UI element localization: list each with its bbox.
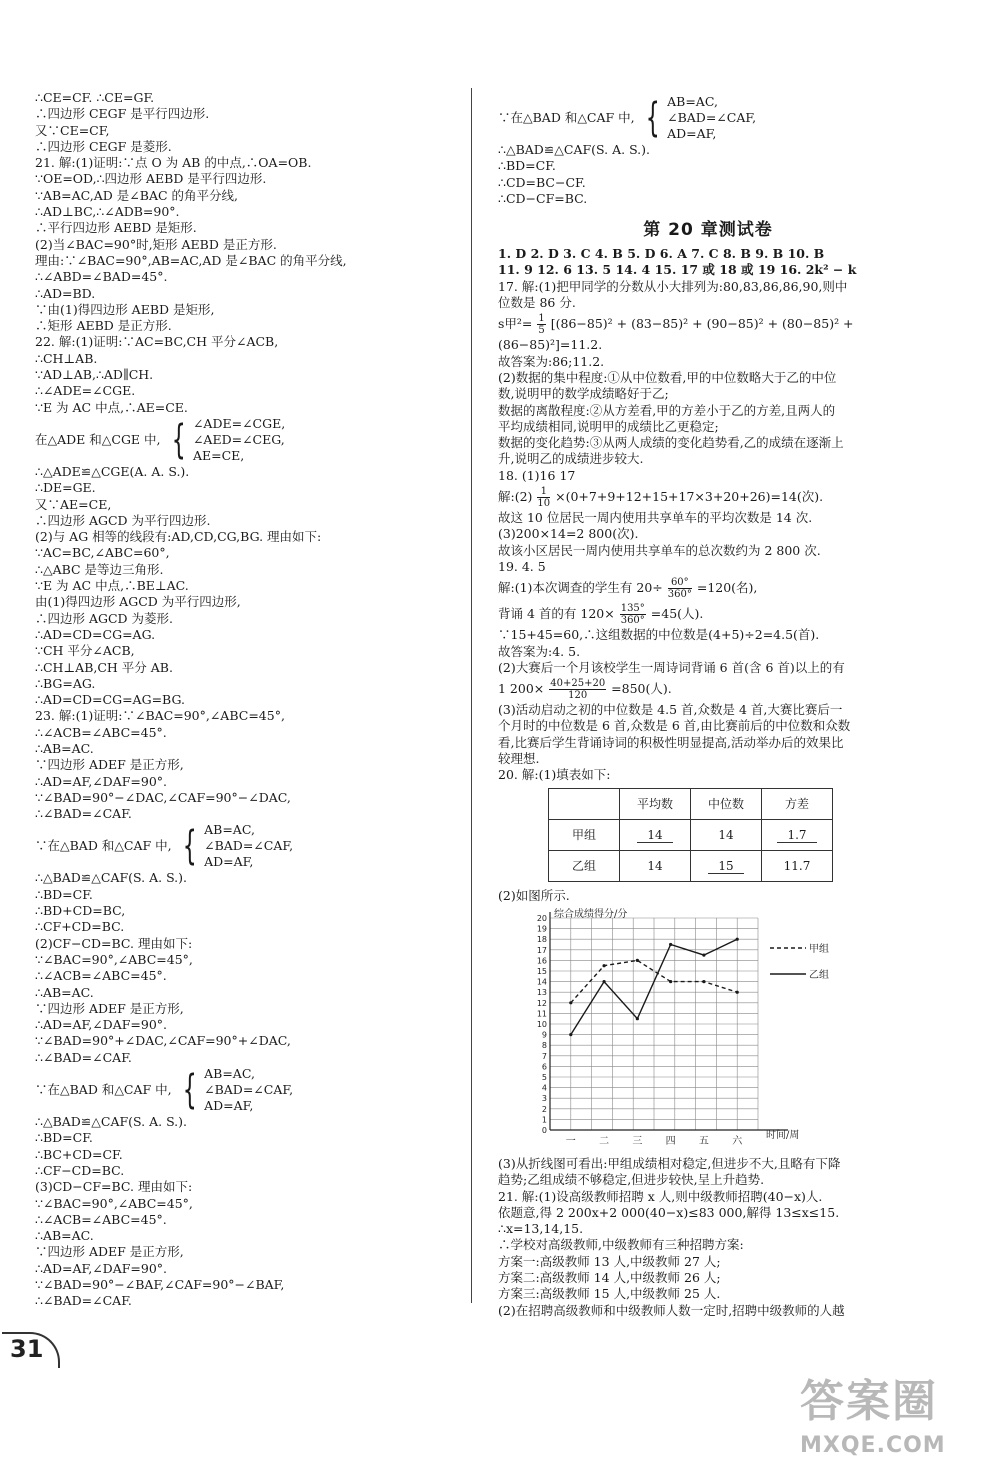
answers-row-2: 11. 9 12. 6 13. 5 14. 4 15. 17 或 18 或 19 16. 2k² − k <box>498 262 857 278</box>
brace-block <box>35 822 463 870</box>
data-point <box>702 980 705 983</box>
table-cell: 14 <box>691 819 762 850</box>
text-line: ∴△ADE≌△CGE(A. A. S.). <box>35 463 190 479</box>
legend-label: 甲组 <box>809 943 829 955</box>
text-line: 趋势;乙组成绩不够稳定,但进步较快,呈上升趋势. <box>498 1172 765 1188</box>
text-line: (2)当∠BAC=90°时,矩形 AEBD 是正方形. <box>35 236 277 252</box>
y-tick-label: 15 <box>536 966 547 976</box>
data-point <box>636 1017 639 1020</box>
text-line: 理由:∵∠BAC=90°,AB=AC,AD 是∠BAC 的角平分线, <box>35 252 347 268</box>
text-line: 21. 解:(1)证明:∵点 O 为 AB 的中点,∴OA=OB. <box>35 155 312 171</box>
q19-tail: =850(人). <box>611 681 672 697</box>
brace-item: AE=CE, <box>192 447 245 463</box>
text-line: ∴AD=AF,∠DAF=90°. <box>35 1260 168 1276</box>
text-line: 平均成绩相同,说明甲的成绩比乙更稳定; <box>498 418 719 434</box>
text-line: ∴四边形 AGCD 为菱形. <box>35 610 174 626</box>
text-line: ∴AB=AC. <box>35 984 94 1000</box>
fraction-numerator: 60° <box>668 577 692 589</box>
text-line: (2)CF−CD=BC. 理由如下: <box>35 935 193 951</box>
watermark-text: 答案圈 <box>800 1376 938 1427</box>
fraction-numerator: 1 <box>538 313 545 325</box>
y-tick-label: 10 <box>536 1019 547 1029</box>
text-line: ∴∠ABD=∠BAD=45°. <box>35 269 168 285</box>
brace-item: ∠BAD=∠CAF, <box>667 110 757 125</box>
y-tick-label: 6 <box>541 1062 547 1072</box>
variance-terms: [(86−85)² + (83−85)² + (90−85)² + (80−85)² + <box>550 316 854 332</box>
text-line: ∴BD=CF. <box>35 886 93 902</box>
text-line: ∵E 为 AC 中点,∴BE⊥AC. <box>35 578 189 594</box>
y-tick-label: 14 <box>536 977 547 987</box>
brace-lead: ∵在△BAD 和△CAF 中, <box>35 1082 172 1098</box>
text-line: ∴AD=AF,∠DAF=90°. <box>35 1017 168 1033</box>
y-tick-label: 4 <box>541 1083 547 1093</box>
data-point <box>669 943 672 946</box>
text-line: 17. 解:(1)把甲同学的分数从小大排列为:80,83,86,86,90,则中 <box>498 278 848 294</box>
text-line: 依题意,得 2 200x+2 000(40−x)≤83 000,解得 13≤x≤15. <box>498 1204 840 1220</box>
text-line: 方案一:高级教师 13 人,中级教师 27 人; <box>498 1253 721 1269</box>
text-line: 故答案为:4. 5. <box>498 643 581 659</box>
q18-formula <box>498 484 918 510</box>
chart-svg <box>508 908 908 1154</box>
q19-tail: =120(名), <box>696 580 758 596</box>
variance-formula <box>498 311 918 337</box>
text-line: (3)活动启动之初的中位数是 4.5 首,众数是 4 首,大赛比赛后一 <box>498 702 843 718</box>
text-line: ∴AB=AC. <box>35 1228 94 1244</box>
legend-label: 乙组 <box>809 969 829 981</box>
brace-item: ∠ADE=∠CGE, <box>192 415 286 431</box>
text-line: ∴DE=GE. <box>35 480 96 496</box>
variance-symbol: s甲²= <box>498 316 533 332</box>
y-tick-label: 17 <box>536 945 547 955</box>
text-line: ∴BC+CD=CF. <box>35 1146 123 1162</box>
fraction-denominator: 360° <box>667 589 692 601</box>
brace-item: ∠BAD=∠CAF, <box>204 1082 294 1098</box>
brace-icon: { <box>182 823 197 870</box>
brace-icon: { <box>171 416 186 463</box>
text-line: 数,说明甲的数学成绩略好于乙; <box>498 386 669 402</box>
text-line: ∵由(1)得四边形 AEBD 是矩形, <box>35 301 215 317</box>
text-line: 22. 解:(1)证明:∵AC=BC,CH 平分∠ACB, <box>35 334 279 350</box>
text-line: ∴∠ACB=∠ABC=45°. <box>35 1211 167 1227</box>
text-line: (3)从折线图可看出:甲组成绩相对稳定,但进步不大,且略有下降 <box>498 1155 841 1171</box>
brace-lead: ∵在△BAD 和△CAF 中, <box>498 110 635 125</box>
text-line: ∴AD=AF,∠DAF=90°. <box>35 773 168 789</box>
text-line: ∵AB=AC,AD 是∠BAC 的角平分线, <box>35 187 238 203</box>
text-line: ∵∠BAC=90°,∠ABC=45°, <box>35 1195 193 1211</box>
text-line: ∴∠ACB=∠ABC=45°. <box>35 724 167 740</box>
table-cell: 11.7 <box>762 850 833 881</box>
text-line: (2)与 AG 相等的线段有:AD,CD,CG,BG. 理由如下: <box>35 529 322 545</box>
text-line: ∴BD+CD=BC, <box>35 903 126 919</box>
q18-tail: ×(0+7+9+12+15+17×3+20+26)=14(次). <box>555 489 824 505</box>
text-line: 21. 解:(1)设高级教师招聘 x 人,则中级教师招聘(40−x)人. <box>498 1188 823 1204</box>
table-header-cell <box>549 788 620 819</box>
q19-formula-1 <box>498 575 918 601</box>
table-cell-value: 1.7 <box>777 828 816 843</box>
brace-icon: { <box>182 1067 197 1114</box>
brace-block <box>498 94 918 142</box>
fraction-denominator: 10 <box>537 498 551 510</box>
text-line: ∵E 为 AC 中点,∴AE=CE. <box>35 399 188 415</box>
q19-lead: 背诵 4 首的有 120× <box>498 606 615 622</box>
page-number <box>0 1332 58 1366</box>
text-line: 故这 10 位居民一周内使用共享单车的平均次数是 14 次. <box>498 510 813 526</box>
text-line: (2)在招聘高级教师和中级教师人数一定时,招聘中级教师的人越 <box>498 1302 845 1318</box>
watermark <box>800 1365 990 1465</box>
text-line: ∴CD−CF=BC. <box>498 190 588 206</box>
brace-icon: { <box>645 95 660 141</box>
table-cell-value: 15 <box>708 859 743 874</box>
brace-lead: ∵在△BAD 和△CAF 中, <box>35 838 172 854</box>
text-line: 位数是 86 分. <box>498 295 576 311</box>
y-tick-label: 11 <box>536 1009 547 1019</box>
text-line: ∴∠ADE=∠CGE. <box>35 383 136 399</box>
fraction-numerator: 1 <box>537 486 550 498</box>
variance-tail: (86−85)²]=11.2. <box>498 337 603 353</box>
text-line: 故答案为:86;11.2. <box>498 353 605 369</box>
brace-item: AD=AF, <box>667 126 717 141</box>
y-tick-label: 12 <box>536 998 547 1008</box>
answers-row-1: 1. D 2. D 3. C 4. B 5. D 6. A 7. C 8. B 9. B 10. B <box>498 246 825 262</box>
y-tick-label: 13 <box>536 988 547 998</box>
table-header-cell: 中位数 <box>691 788 762 819</box>
q19-lead: 解:(1)本次调查的学生有 20÷ <box>498 580 663 596</box>
table-header-cell: 平均数 <box>620 788 691 819</box>
text-line: ∴矩形 AEBD 是正方形. <box>35 318 172 334</box>
text-line: ∴AD=CD=CG=AG=BG. <box>35 692 185 708</box>
text-line: ∴四边形 AGCD 为平行四边形. <box>35 512 211 528</box>
q19-tail: =45(人). <box>650 606 704 622</box>
text-line: ∴∠BAD=∠CAF. <box>35 1293 132 1309</box>
y-tick-label: 7 <box>541 1051 547 1061</box>
x-tick-label: 六 <box>732 1135 743 1147</box>
q18-answer: 18. (1)16 17 <box>498 467 576 483</box>
y-tick-label: 18 <box>536 935 547 945</box>
x-tick-label: 四 <box>665 1135 676 1147</box>
text-line: ∵∠BAD=90°−∠BAF,∠CAF=90°−∠BAF, <box>35 1277 285 1292</box>
text-line: ∴四边形 CEGF 是平行四边形. <box>35 106 210 122</box>
y-tick-label: 1 <box>541 1115 547 1125</box>
text-line: (3)CD−CF=BC. 理由如下: <box>35 1179 193 1195</box>
data-point <box>736 991 739 994</box>
data-point <box>702 953 705 956</box>
fraction-denominator: 360° <box>620 615 645 627</box>
column-divider <box>471 88 472 1303</box>
text-line: ∴BD=CF. <box>35 1130 93 1146</box>
text-line: ∴△BAD≌△CAF(S. A. S.). <box>35 1114 188 1130</box>
table-header-row <box>549 788 833 819</box>
fraction-numerator: 40+25+20 <box>550 678 606 690</box>
text-line: ∴BG=AG. <box>35 675 96 691</box>
text-line: ∵四边形 ADEF 是正方形, <box>35 1244 184 1260</box>
text-line: ∴CH⊥AB,CH 平分 AB. <box>35 659 173 675</box>
text-line: ∴CF−CD=BC. <box>35 1162 125 1178</box>
x-tick-label: 三 <box>632 1135 643 1147</box>
text-line: ∵四边形 ADEF 是正方形, <box>35 757 184 773</box>
chart-title: 综合成绩得分/分 <box>554 908 628 920</box>
q19-answer: 19. 4. 5 <box>498 558 546 574</box>
brace-item: ∠AED=∠CEG, <box>192 431 285 447</box>
brace-item: ∠BAD=∠CAF, <box>204 838 294 854</box>
x-tick-label: 一 <box>565 1135 576 1147</box>
table-row <box>549 850 833 881</box>
data-point <box>569 1001 572 1004</box>
brace-block <box>35 416 463 464</box>
text-line: ∴CH⊥AB. <box>35 350 98 366</box>
table-cell <box>762 819 833 850</box>
text-line: 个月时的中位数是 6 首,众数是 6 首,由比赛前后的中位数和众数 <box>498 718 851 734</box>
text-line: 看,比赛后学生背诵诗词的积极性明显提高,活动举办后的效果比 <box>498 734 844 750</box>
text-line: 由(1)得四边形 AGCD 为平行四边形, <box>35 594 241 610</box>
text-line: ∴△BAD≌△CAF(S. A. S.). <box>498 142 651 157</box>
text-line: ∵四边形 ADEF 是正方形, <box>35 1000 184 1016</box>
y-tick-label: 9 <box>541 1030 547 1040</box>
text-line: ∴学校对高级教师,中级教师有三种招聘方案: <box>498 1237 744 1253</box>
text-line: ∴AD⊥BC,∴∠ADB=90°. <box>35 204 180 220</box>
y-tick-label: 5 <box>541 1072 547 1082</box>
text-line: 数据的变化趋势:③从两人成绩的变化趋势看,乙的成绩在逐渐上 <box>498 435 844 451</box>
table-row <box>549 819 833 850</box>
y-tick-label: 20 <box>536 913 547 923</box>
data-point <box>569 1033 572 1036</box>
fraction <box>549 678 606 701</box>
y-tick-label: 2 <box>541 1104 547 1114</box>
x-axis-label: 时间/周 <box>766 1129 800 1141</box>
q19-formula-2 <box>498 601 918 627</box>
data-point <box>602 964 605 967</box>
y-tick-label: 16 <box>536 956 547 966</box>
data-point <box>636 959 639 962</box>
table-header-cell: 方差 <box>762 788 833 819</box>
text-line: ∴x=13,14,15. <box>498 1221 584 1237</box>
q18-lead: 解:(2) <box>498 489 533 505</box>
brace-item: AB=AC, <box>667 94 718 109</box>
fraction <box>668 577 692 600</box>
text-line: ∵CH 平分∠ACB, <box>35 643 135 659</box>
text-line: 故该小区居民一周内使用共享单车的总次数约为 2 800 次. <box>498 542 821 558</box>
table-cell-value: 14 <box>637 828 672 843</box>
brace-item: AB=AC, <box>204 822 255 838</box>
x-tick-label: 五 <box>698 1135 709 1147</box>
brace-item: AD=AF, <box>204 854 254 870</box>
fraction-denominator: 5 <box>538 325 545 337</box>
watermark-url: MXQE.COM <box>800 1433 946 1458</box>
data-point <box>602 980 605 983</box>
fraction-numerator: 135° <box>620 603 645 615</box>
text-line: 方案二:高级教师 14 人,中级教师 26 人; <box>498 1269 721 1285</box>
fraction-denominator: 120 <box>568 690 588 702</box>
fraction <box>537 486 550 509</box>
brace-block <box>35 1066 463 1114</box>
text-line: 方案三:高级教师 15 人,中级教师 25 人. <box>498 1286 721 1302</box>
table-cell <box>691 850 762 881</box>
y-tick-label: 0 <box>541 1125 547 1135</box>
text-line: 又∵AE=CE, <box>35 496 112 512</box>
q19-formula-3 <box>498 676 918 702</box>
text-line: ∵15+45=60,∴这组数据的中位数是(4+5)÷2=4.5(首). <box>498 627 820 643</box>
y-tick-label: 8 <box>541 1041 547 1051</box>
text-line: ∴CF+CD=BC. <box>35 919 125 935</box>
stats-table <box>548 788 833 882</box>
text-line: ∴AD=CD=CG=AG. <box>35 626 156 642</box>
data-point <box>736 938 739 941</box>
text-line: ∵∠BAD=90°−∠DAC,∠CAF=90°−∠DAC, <box>35 789 291 805</box>
text-line: (2)大赛后一个月该校学生一周诗词背诵 6 首(含 6 首)以上的有 <box>498 659 845 675</box>
text-line: ∵AD⊥AB,∴AD∥CH. <box>35 367 154 383</box>
text-line: ∴∠BAD=∠CAF. <box>35 1049 132 1065</box>
brace-item: AD=AF, <box>204 1098 254 1114</box>
q19-lead: 1 200× <box>498 681 545 697</box>
table-cell: 甲组 <box>549 819 620 850</box>
table-cell: 乙组 <box>549 850 620 881</box>
text-line: ∴CD=BC−CF. <box>498 174 586 190</box>
y-tick-label: 3 <box>541 1094 547 1104</box>
text-line: ∴AB=AC. <box>35 740 94 756</box>
left-column <box>35 90 463 1310</box>
fraction <box>537 313 545 336</box>
text-line: ∴CE=CF. ∴CE=GF. <box>35 90 155 105</box>
text-line: ∴四边形 CEGF 是菱形. <box>35 138 172 154</box>
text-line: ∴∠BAD=∠CAF. <box>35 806 132 822</box>
text-line: ∵AC=BC,∠ABC=60°, <box>35 545 170 561</box>
brace-item: AB=AC, <box>204 1066 255 1082</box>
text-line: 较理想. <box>498 751 540 767</box>
text-line: ∵∠BAC=90°,∠ABC=45°, <box>35 951 193 967</box>
table-cell <box>620 819 691 850</box>
data-point <box>669 980 672 983</box>
text-line: ∴∠ACB=∠ABC=45°. <box>35 968 167 984</box>
y-tick-label: 19 <box>536 924 547 934</box>
text-line: ∵∠BAD=90°+∠DAC,∠CAF=90°+∠DAC, <box>35 1033 291 1049</box>
line-chart <box>508 908 908 1154</box>
table-cell: 14 <box>620 850 691 881</box>
text-line: 升,说明乙的成绩进步较大. <box>498 451 644 467</box>
text-line: (2)数据的集中程度:①从中位数看,甲的中位数略大于乙的中位 <box>498 369 837 385</box>
fraction <box>620 603 646 626</box>
x-tick-label: 二 <box>599 1135 610 1147</box>
text-line: 又∵CE=CF, <box>35 122 110 138</box>
chapter-title: 第 20 章测试卷 <box>643 220 773 241</box>
text-line: 23. 解:(1)证明:∵∠BAC=90°,∠ABC=45°, <box>35 708 285 724</box>
q20-intro: 20. 解:(1)填表如下: <box>498 767 611 783</box>
text-line: (3)200×14=2 800(次). <box>498 526 639 542</box>
text-line: ∵OE=OD,∴四边形 AEBD 是平行四边形. <box>35 171 267 187</box>
text-line: ∴△BAD≌△CAF(S. A. S.). <box>35 870 188 886</box>
text-line: ∴△ABC 是等边三角形. <box>35 561 164 577</box>
text-line: ∴平行四边形 AEBD 是矩形. <box>35 220 197 236</box>
text-line: 数据的离散程度:②从方差看,甲的方差小于乙的方差,且两人的 <box>498 402 836 418</box>
right-column <box>498 94 918 1319</box>
text-line: ∴BD=CF. <box>498 158 556 174</box>
brace-lead: 在△ADE 和△CGE 中, <box>35 431 161 447</box>
page-number-arc <box>2 1332 60 1368</box>
text-line: ∴AD=BD. <box>35 285 96 301</box>
q20-chart-intro: (2)如图所示. <box>498 887 570 903</box>
page-number-text: 31 <box>10 1335 44 1363</box>
